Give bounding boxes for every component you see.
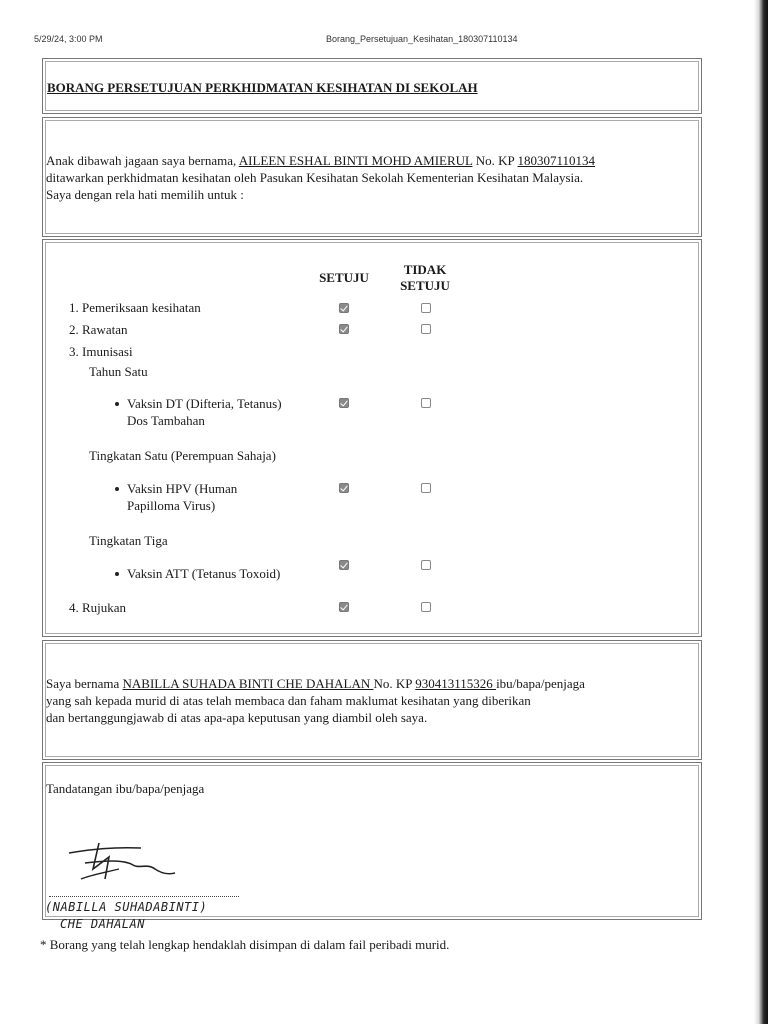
checkbox-health-check-disagree[interactable] xyxy=(421,303,431,313)
signature-line xyxy=(49,896,239,897)
intro-prefix: Anak dibawah jagaan saya bernama, xyxy=(46,153,239,168)
declaration-suffix: ibu/bapa/penjaga xyxy=(496,676,585,691)
checkbox-vaccine-att-disagree[interactable] xyxy=(421,560,431,570)
item-health-check: 1. Pemeriksaan kesihatan xyxy=(69,300,201,315)
child-kp-label: No. KP xyxy=(472,153,518,168)
item-referral: 4. Rujukan xyxy=(69,600,127,615)
vaccine-hpv-line-2: Papilloma Virus) xyxy=(127,498,216,513)
column-header-disagree-1: TIDAK xyxy=(403,262,447,277)
checkbox-vaccine-hpv-agree[interactable] xyxy=(339,483,349,493)
checkbox-treatment-disagree[interactable] xyxy=(421,324,431,334)
handwritten-name-1: (NABILLA SUHADABINTI) xyxy=(45,900,208,914)
bullet xyxy=(115,487,119,491)
vaccine-dt-line-1: Vaksin DT (Difteria, Tetanus) xyxy=(127,396,282,411)
checkbox-referral-agree[interactable] xyxy=(339,602,349,612)
column-header-agree: SETUJU xyxy=(319,270,369,285)
checkbox-health-check-agree[interactable] xyxy=(339,303,349,313)
title-section xyxy=(42,58,702,114)
handwritten-name-2: CHE DAHALAN xyxy=(60,917,145,931)
item-immunisation: 3. Imunisasi xyxy=(69,344,133,359)
guardian-kp: 930413115326 xyxy=(415,676,497,691)
guardian-kp-label: No. KP xyxy=(373,676,416,691)
intro-section xyxy=(42,117,702,237)
signature-image xyxy=(63,835,183,895)
declaration-prefix: Saya bernama xyxy=(46,676,123,691)
child-kp: 180307110134 xyxy=(517,153,596,168)
checkbox-referral-disagree[interactable] xyxy=(421,602,431,612)
child-name: AILEEN ESHAL BINTI MOHD AMIERUL xyxy=(238,153,473,168)
column-header-disagree-2: SETUJU xyxy=(400,278,450,293)
intro-line-1 xyxy=(46,152,595,169)
group-form-three: Tingkatan Tiga xyxy=(89,533,168,548)
vaccine-att: Vaksin ATT (Tetanus Toxoid) xyxy=(127,566,281,581)
intro-line-2: ditawarkan perkhidmatan kesihatan oleh Pasukan Kesihatan Sekolah Kementerian Kesihatan Malaysia. xyxy=(46,170,584,185)
bullet xyxy=(115,572,119,576)
choices-section xyxy=(42,239,702,637)
scan-edge xyxy=(754,0,768,1024)
checkbox-vaccine-att-agree[interactable] xyxy=(339,560,349,570)
declaration-line-2: yang sah kepada murid di atas telah membaca dan faham maklumat kesihatan yang diberikan xyxy=(46,693,531,708)
intro-line-3: Saya dengan rela hati memilih untuk : xyxy=(46,187,244,202)
signature-section xyxy=(42,762,702,920)
checkbox-vaccine-hpv-disagree[interactable] xyxy=(421,483,431,493)
declaration-line-1 xyxy=(46,675,585,692)
item-treatment: 2. Rawatan xyxy=(69,322,128,337)
bullet xyxy=(115,402,119,406)
declaration-section xyxy=(42,640,702,760)
guardian-name: NABILLA SUHADA BINTI CHE DAHALAN xyxy=(122,676,374,691)
print-document-name: Borang_Persetujuan_Kesihatan_180307110134 xyxy=(326,34,518,44)
checkbox-vaccine-dt-agree[interactable] xyxy=(339,398,349,408)
form-title: BORANG PERSETUJUAN PERKHIDMATAN KESIHATAN DI SEKOLAH xyxy=(47,80,478,95)
checkbox-treatment-agree[interactable] xyxy=(339,324,349,334)
print-datetime: 5/29/24, 3:00 PM xyxy=(34,34,103,44)
footnote: * Borang yang telah lengkap hendaklah disimpan di dalam fail peribadi murid. xyxy=(40,937,450,952)
checkbox-vaccine-dt-disagree[interactable] xyxy=(421,398,431,408)
signature-label: Tandatangan ibu/bapa/penjaga xyxy=(46,781,205,796)
group-year-one: Tahun Satu xyxy=(89,364,148,379)
vaccine-hpv-line-1: Vaksin HPV (Human xyxy=(127,481,238,496)
group-form-one: Tingkatan Satu (Perempuan Sahaja) xyxy=(89,448,276,463)
declaration-line-3: dan bertanggungjawab di atas apa-apa keputusan yang diambil oleh saya. xyxy=(46,710,428,725)
vaccine-dt-line-2: Dos Tambahan xyxy=(127,413,205,428)
